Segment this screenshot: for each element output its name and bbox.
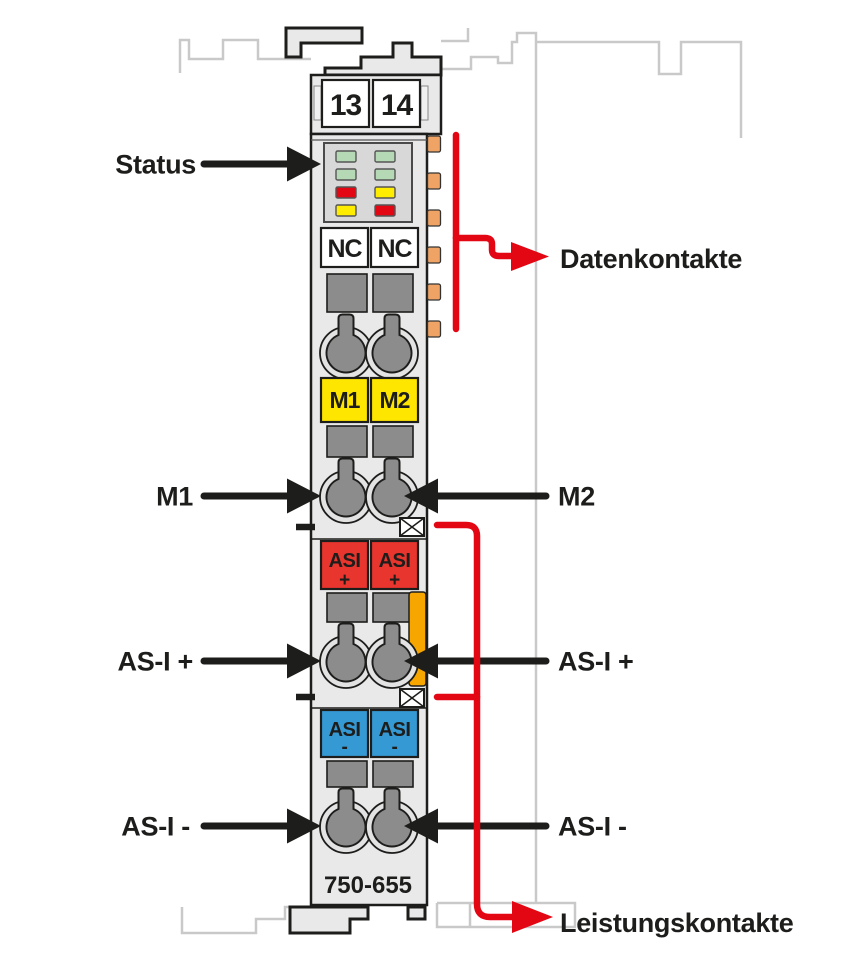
asi-minus-box-sign: - <box>341 737 348 758</box>
asi-plus-left-arrow <box>204 644 321 679</box>
data-contacts-label: Datenkontakte <box>560 244 743 274</box>
wire-opening <box>373 274 413 312</box>
asi-plus-left-label: AS-I + <box>117 646 193 677</box>
power-contacts-label: Leistungskontakte <box>560 908 794 938</box>
m1-box-label: M1 <box>329 387 360 413</box>
data-contact <box>428 284 441 300</box>
ghost-top-right-neighbour <box>536 42 741 138</box>
wire-opening <box>327 761 367 787</box>
bottom-foot-left <box>290 907 368 933</box>
led <box>336 205 356 216</box>
part-number: 750-655 <box>323 872 413 899</box>
wire-opening <box>327 426 367 457</box>
asi-minus-left-arrow <box>204 809 321 844</box>
m1-arrow <box>204 479 321 514</box>
led <box>375 151 395 162</box>
data-contact <box>428 210 441 226</box>
m2-label: M2 <box>558 481 595 512</box>
data-contact <box>428 321 441 337</box>
jumper-symbol <box>399 517 425 537</box>
asi-minus-box-label: ASI <box>328 719 361 741</box>
jumper-symbol <box>399 688 425 708</box>
status-label: Status <box>115 149 196 180</box>
top-latch-tab <box>286 28 362 57</box>
terminal-side-tab <box>421 86 428 120</box>
data-contacts-pointer <box>456 135 511 329</box>
asi-minus-box-label: ASI <box>378 719 411 741</box>
asi-plus-right-label: AS-I + <box>558 646 634 677</box>
asi-plus-box-label: ASI <box>378 550 411 572</box>
data-contacts <box>428 136 441 337</box>
terminal-14-label: 14 <box>380 89 413 122</box>
nc-left-label: NC <box>327 235 362 263</box>
wire-opening <box>373 761 413 787</box>
asi-plus-box-sign: + <box>389 570 400 591</box>
terminal-side-tab <box>314 86 321 120</box>
led <box>375 205 395 216</box>
wire-opening <box>373 426 413 457</box>
led <box>336 169 356 180</box>
led <box>336 151 356 162</box>
wire-opening <box>327 274 367 312</box>
led <box>375 187 395 198</box>
top-latch-body <box>325 43 441 75</box>
asi-minus-box-sign: - <box>391 737 398 758</box>
data-contact <box>428 173 441 189</box>
m2-box-label: M2 <box>379 387 410 413</box>
data-contact <box>428 247 441 263</box>
asi-minus-left-label: AS-I - <box>121 811 190 842</box>
data-contacts-arrowhead <box>511 242 549 271</box>
power-contacts-pointer <box>437 525 513 917</box>
asi-minus-right-label: AS-I - <box>558 811 627 842</box>
wire-opening <box>373 593 413 622</box>
led <box>375 169 395 180</box>
led-status-block <box>324 143 412 222</box>
nc-right-label: NC <box>377 235 412 263</box>
asi-plus-box-sign: + <box>339 570 350 591</box>
status-arrow <box>204 147 321 182</box>
bottom-foot-right <box>408 907 425 919</box>
data-contact <box>428 136 441 152</box>
led <box>336 187 356 198</box>
ghost-top-right-small <box>441 28 468 41</box>
asi-plus-box-label: ASI <box>328 550 361 572</box>
m1-label: M1 <box>156 481 193 512</box>
wire-opening <box>327 593 367 622</box>
terminal-13-label: 13 <box>329 89 362 122</box>
